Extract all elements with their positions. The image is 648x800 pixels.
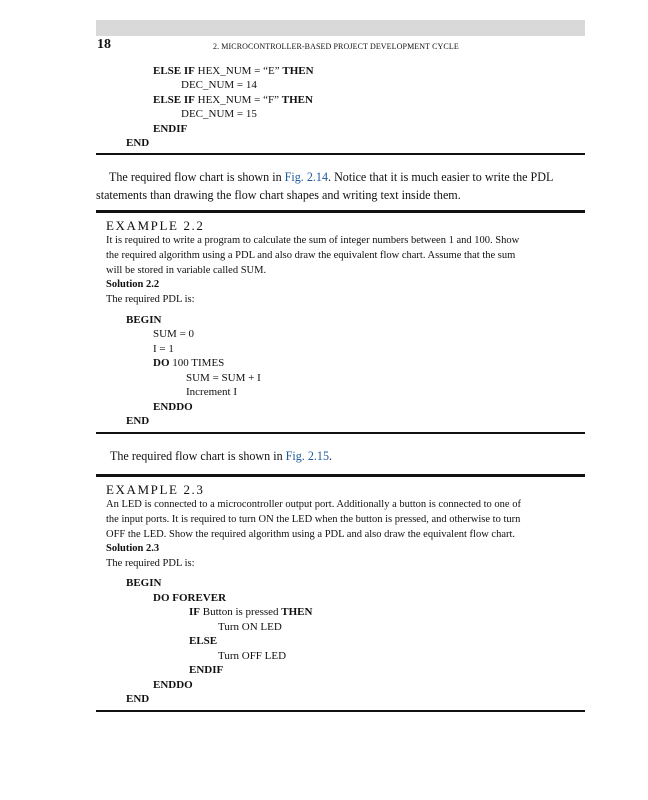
code-line: SUM = SUM + I — [186, 372, 261, 384]
code-line: Increment I — [186, 386, 237, 398]
chapter-title: 2. MICROCONTROLLER-BASED PROJECT DEVELOPMENT CYCLE — [213, 42, 459, 51]
code-line: ENDIF — [153, 123, 188, 135]
example-top-rule — [96, 474, 585, 477]
code-line: SUM = 0 — [153, 328, 195, 340]
code-line: ELSE IF HEX_NUM = “F” THEN — [153, 94, 313, 106]
code-line: DEC_NUM = 14 — [181, 79, 257, 91]
figure-link-2-15[interactable]: Fig. 2.15 — [285, 449, 330, 463]
paragraph-flowchart-2-15: The required flow chart is shown in Fig. 2.15. — [110, 449, 333, 463]
code-line: ENDDO — [153, 401, 193, 413]
code-line: DEC_NUM = 15 — [181, 108, 257, 120]
solution-label: Solution 2.3 — [106, 543, 160, 555]
figure-link-2-14[interactable]: Fig. 2.14 — [284, 170, 329, 184]
code-line: BEGIN — [126, 314, 162, 326]
divider — [96, 153, 585, 155]
example-2-3-text: An LED is connected to a microcontroller output port. Additionally a button is connected to one of the input ports. It is required to turn ON the LED when the button is pressed, and otherwise to turn OFF the LED. Show the required algorithm using a PDL and also draw the equivalent flow chart. Solution 2.3 The required PDL is: — [106, 498, 586, 572]
code-line: DO 100 TIMES — [153, 357, 225, 369]
code-line: DO FOREVER — [153, 592, 227, 604]
solution-label: Solution 2.2 — [106, 279, 160, 291]
code-line: END — [126, 415, 150, 427]
code-line: Turn OFF LED — [218, 650, 287, 662]
example-2-2-text: It is required to write a program to calculate the sum of integer numbers between 1 and 100. Show the required algorithm using a PDL and also draw the equivalent flow chart. Assume that the sum will be stored in variable called SUM. Solution 2.2 The required PDL is: — [106, 234, 586, 308]
code-line: ELSE — [189, 635, 218, 647]
paragraph-flowchart-2-14: The required flow chart is shown in Fig. 2.14. Notice that it is much easier to write the PDL statements than drawing the flow chart shapes and writing text inside them. — [96, 170, 554, 202]
example-2-3-title: EXAMPLE 2.3 — [106, 482, 205, 497]
page-number: 18 — [97, 37, 111, 52]
running-header-band — [96, 20, 585, 36]
example-bottom-rule — [96, 710, 585, 712]
code-line: ELSE IF HEX_NUM = “E” THEN — [153, 65, 314, 77]
code-line: END — [126, 137, 150, 149]
code-line: Turn ON LED — [218, 621, 282, 633]
example-2-2-title: EXAMPLE 2.2 — [106, 218, 205, 233]
code-line: BEGIN — [126, 577, 162, 589]
code-line: END — [126, 693, 150, 705]
example-top-rule — [96, 210, 585, 213]
code-line: I = 1 — [153, 343, 174, 355]
code-line: ENDDO — [153, 679, 193, 691]
example-bottom-rule — [96, 432, 585, 434]
code-line: ENDIF — [189, 664, 224, 676]
code-line: IF Button is pressed THEN — [189, 606, 313, 618]
